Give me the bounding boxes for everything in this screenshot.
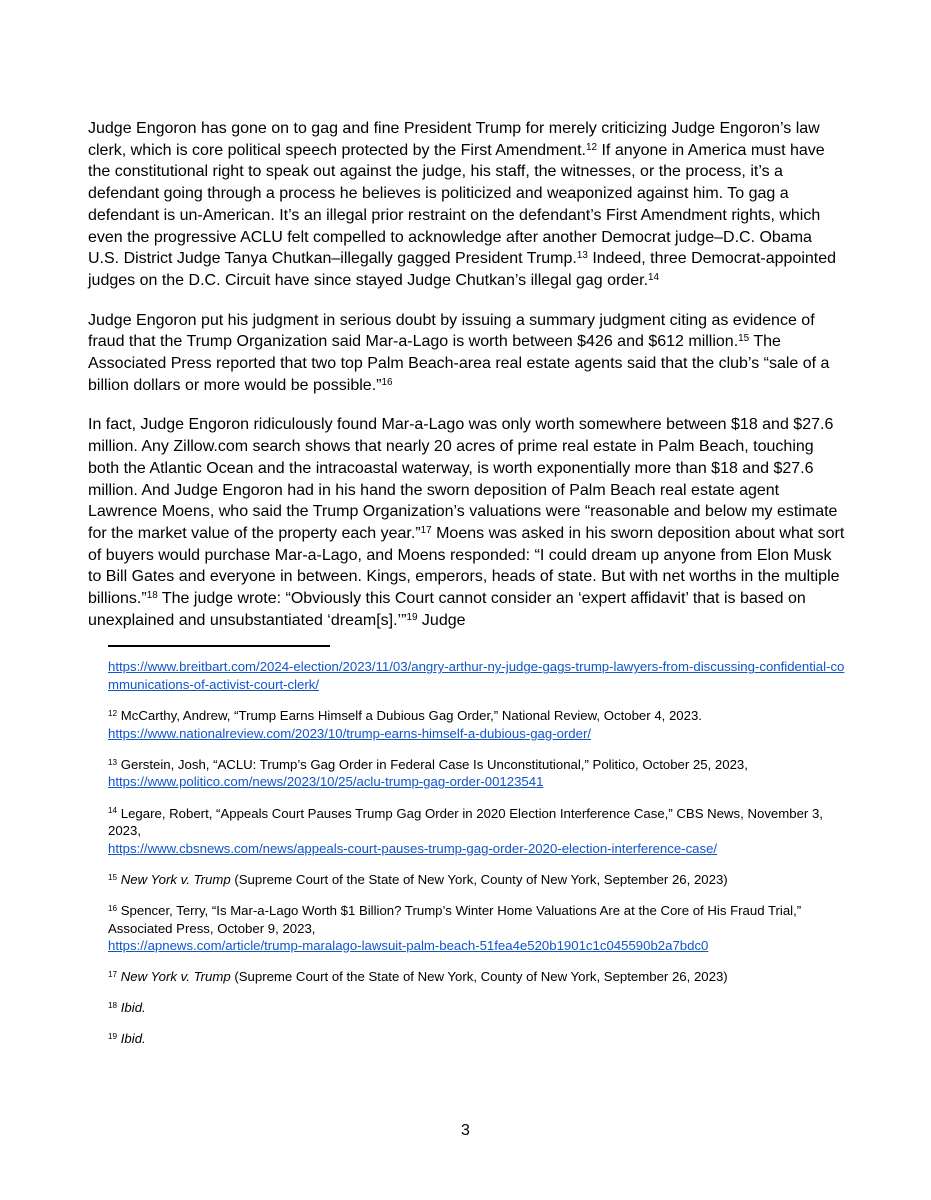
text-run: Spencer, Terry, “Is Mar-a-Lago Worth $1 Billion? Trump’s Winter Home Valuations Are at the Core of His Fraud Trial,” Associated Press, October 9, 2023, (108, 902, 802, 936)
text-run: Judge Engoron put his judgment in serious doubt by issuing a summary judgment citing as evidence of fraud that the Trump Organization said Mar-a-Lago is worth between $426 and $612 million. (88, 311, 815, 351)
paragraph (88, 414, 845, 631)
footnote (108, 1030, 850, 1048)
footnote-separator-line (108, 645, 330, 647)
footnote-ref: 17 (108, 970, 118, 980)
footnote (108, 756, 850, 791)
footnote-ref: 18 (108, 1001, 118, 1011)
footnote (108, 707, 850, 742)
text-run: McCarthy, Andrew, “Trump Earns Himself a Dubious Gag Order,” National Review, October 4, 2023. (117, 708, 702, 724)
text-run: If anyone in America must have the constitutional right to speak out against the judge, his staff, the witnesses, or the process, it’s a defendant going through a process he believes is politicized and weaponized against him. To gag a defendant is un-American. It’s an illegal prior restraint on the defendant’s First Amendment rights, which even the progressive ACLU felt compelled to acknowledge after another Democrat judge–D.C. Obama U.S. District Judge Tanya Chutkan–illegally gagged President Trump. (88, 141, 825, 268)
body-text (88, 118, 845, 631)
text-run: The judge wrote: “Obviously this Court cannot consider an ‘expert affidavit’ that is based on unexplained and unsubstantiated ‘dream[s].’” (88, 590, 806, 629)
text-run: The Associated Press reported that two top Palm Beach-area real estate agents said that the club’s “sale of a billion dollars or more would be possible.” (88, 333, 830, 394)
case-citation: New York v. Trump (120, 871, 231, 887)
footnote-ref: 15 (738, 333, 750, 345)
text-run: (Supreme Court of the State of New York, County of New York, September 26, 2023) (230, 871, 728, 887)
footnote-ref: 13 (576, 250, 588, 262)
text-run: Judge Engoron has gone on to gag and fine President Trump for merely criticizing Judge Engoron’s law clerk, which is core political speech protected by the First Amendment. (88, 120, 820, 159)
footnote-url-link[interactable]: https://www.nationalreview.com/2023/10/trump-earns-himself-a-dubious-gag-order/ (108, 725, 592, 741)
footnote-list (108, 658, 850, 1048)
footnote-ref: 12 (586, 141, 598, 153)
footnote-ref: 13 (108, 757, 118, 767)
text-run: Gerstein, Josh, “ACLU: Trump’s Gag Order in Federal Case Is Unconstitutional,” Politico, October 25, 2023, (117, 756, 748, 772)
paragraph (88, 118, 845, 292)
footnote-url-link[interactable]: https://www.cbsnews.com/news/appeals-court-pauses-trump-gag-order-2020-election-interference-case/ (108, 840, 718, 856)
text-run: (Supreme Court of the State of New York, County of New York, September 26, 2023) (230, 969, 728, 985)
footnote-ref: 12 (108, 709, 118, 719)
footnote (108, 902, 850, 955)
footnote-ref: 14 (648, 271, 660, 283)
case-citation: Ibid. (120, 1000, 146, 1016)
footnote-ref: 14 (108, 806, 118, 816)
text-run: Legare, Robert, “Appeals Court Pauses Trump Gag Order in 2020 Election Interference Case,” CBS News, November 3, 2023, (108, 805, 823, 839)
case-citation: Ibid. (120, 1031, 146, 1047)
page-number: 3 (461, 1122, 470, 1139)
footnote-ref: 16 (381, 376, 393, 388)
footnote (108, 968, 850, 986)
footnote-ref: 19 (108, 1032, 118, 1042)
text-run: Moens was asked in his sworn deposition about what sort of buyers would purchase Mar-a-Lago, and Moens responded: “I could dream up anyone from Elon Musk to Bill Gates and everyone in between. Kings, emperors, heads of state. But with net worths in the multiple billions.” (88, 524, 845, 608)
footnotes-section (108, 645, 850, 1048)
footnote-url-link[interactable]: https://apnews.com/article/trump-maralago-lawsuit-palm-beach-51fea4e520b1901c1c045590b2a7bdc0 (108, 938, 709, 954)
footnote (108, 658, 850, 693)
footnote-ref: 15 (108, 872, 118, 882)
footnote (108, 871, 850, 889)
footnote-ref: 17 (420, 525, 432, 536)
footnote-url-link[interactable]: https://www.politico.com/news/2023/10/25/aclu-trump-gag-order-00123541 (108, 774, 544, 790)
paragraph (88, 310, 845, 397)
footnote-ref: 18 (146, 590, 158, 602)
footnote-url-link[interactable]: https://www.breitbart.com/2024-election/2023/11/03/angry-arthur-ny-judge-gags-trump-lawyers-from-discussing-confidential-communications-of-activist-court-clerk/ (108, 659, 845, 693)
footnote (108, 999, 850, 1017)
footnote (108, 805, 850, 858)
footnote-ref: 16 (108, 903, 118, 913)
text-run: In fact, Judge Engoron ridiculously found Mar-a-Lago was only worth somewhere between $18 and $27.6 million. Any Zillow.com search shows that nearly 20 acres of prime real estate in Palm Beach, touching both the Atlantic Ocean and the intracoastal waterway, is worth exponentially more than $18 and $27.6 million. And Judge Engoron had in his hand the sworn deposition of Palm Beach real estate agent Lawrence Moens, who said the Trump Organization’s valuations were “reasonable and below my estimate for the market value of the property each year.” (88, 416, 838, 542)
footnote-ref: 19 (406, 611, 418, 623)
text-run: Indeed, three Democrat-appointed judges on the D.C. Circuit have since stayed Judge Chutkan’s illegal gag order. (88, 250, 837, 289)
text-run: Judge (417, 611, 466, 629)
case-citation: New York v. Trump (120, 969, 231, 985)
